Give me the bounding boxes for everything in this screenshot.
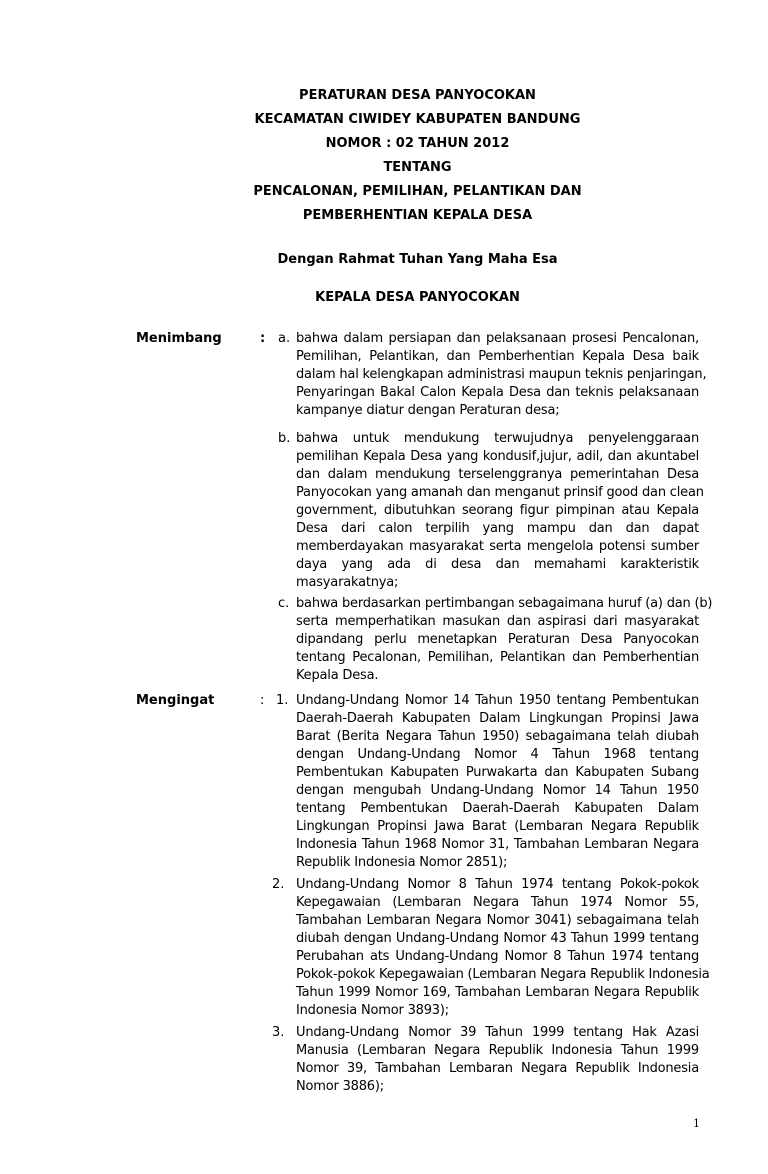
menimbang-label: Menimbang — [136, 331, 222, 346]
text-line: Nomor 3886); — [296, 1079, 384, 1094]
text-line: Daerah-Daerah Kabupaten Dalam Lingkungan Propinsi Jawa — [296, 711, 699, 726]
text-line: Perubahan ats Undang-Undang Nomor 8 Tahun 1974 tentang — [296, 949, 699, 964]
district-line: KECAMATAN CIWIDEY KABUPATEN BANDUNG — [254, 112, 581, 127]
consideration-c — [296, 595, 713, 685]
consideration-a — [296, 330, 707, 420]
item-marker-c: c. — [278, 596, 290, 611]
text-line: Tahun 1999 Nomor 169, Tambahan Lembaran Negara Republik — [296, 985, 699, 1000]
legal-basis-2 — [296, 876, 710, 1020]
text-line: memberdayakan masyarakat serta mengelola potensi sumber — [296, 539, 699, 554]
text-line: kampanye diatur dengan Peraturan desa; — [296, 403, 560, 418]
item-marker-3: 3. — [272, 1025, 285, 1040]
issuer: KEPALA DESA PANYOCOKAN — [315, 290, 520, 305]
page-number: 1 — [693, 1117, 700, 1130]
text-line: government, dibutuhkan seorang figur pimpinan atau Kepala — [296, 503, 699, 518]
legal-basis-1 — [296, 692, 699, 872]
subject-line-1: PENCALONAN, PEMILIHAN, PELANTIKAN DAN — [253, 184, 582, 199]
text-line: diubah dengan Undang-Undang Nomor 43 Tahun 1999 tentang — [296, 931, 699, 946]
text-line: Republik Indonesia Nomor 2851); — [296, 855, 508, 870]
text-line: dengan mengubah Undang-Undang Nomor 14 Tahun 1950 — [296, 783, 699, 798]
menimbang-colon: : — [260, 331, 266, 346]
text-line: Undang-Undang Nomor 39 Tahun 1999 tentang Hak Azasi — [296, 1025, 699, 1040]
item-marker-a: a. — [278, 331, 291, 346]
text-line: dalam hal kelengkapan administrasi maupun teknis penjaringan, — [296, 367, 707, 382]
item-marker-2: 2. — [272, 877, 285, 892]
text-line: Kepala Desa. — [296, 668, 379, 683]
text-line: Desa dari calon terpilih yang mampu dan dan dapat — [296, 521, 699, 536]
mengingat-colon: : — [260, 693, 265, 708]
text-line: dipandang perlu menetapkan Peraturan Desa Panyocokan — [296, 632, 699, 647]
text-line: serta memperhatikan masukan dan aspirasi dari masyarakat — [296, 614, 699, 629]
text-line: Kepegawaian (Lembaran Negara Tahun 1974 Nomor 55, — [296, 895, 699, 910]
text-line: Nomor 39, Tambahan Lembaran Negara Republik Indonesia — [296, 1061, 699, 1076]
invocation: Dengan Rahmat Tuhan Yang Maha Esa — [277, 252, 558, 267]
text-line: Tambahan Lembaran Negara Nomor 3041) sebagaimana telah — [296, 913, 699, 928]
regulation-title: PERATURAN DESA PANYOCOKAN — [299, 88, 536, 103]
text-line: tentang Pembentukan Daerah-Daerah Kabupaten Dalam — [296, 801, 699, 816]
text-line: bahwa dalam persiapan dan pelaksanaan prosesi Pencalonan, — [296, 331, 699, 346]
text-line: Pemilihan, Pelantikan, dan Pemberhentian Kepala Desa baik — [296, 349, 699, 364]
text-line: bahwa berdasarkan pertimbangan sebagaimana huruf (a) dan (b) — [296, 596, 713, 611]
text-line: Indonesia Tahun 1968 Nomor 31, Tambahan Lembaran Negara — [296, 837, 699, 852]
text-line: pemilihan Kepala Desa yang kondusif,jujur, adil, dan akuntabel — [296, 449, 699, 464]
text-line: Lingkungan Propinsi Jawa Barat (Lembaran Negara Republik — [296, 819, 699, 834]
legal-basis-3 — [296, 1024, 699, 1096]
text-line: dengan Undang-Undang Nomor 4 Tahun 1968 tentang — [296, 747, 699, 762]
text-line: daya yang ada di desa dan memahami karakteristik — [296, 557, 699, 572]
text-line: Undang-Undang Nomor 14 Tahun 1950 tentang Pembentukan — [296, 693, 699, 708]
regulation-number: NOMOR : 02 TAHUN 2012 — [325, 136, 510, 151]
subject-line-2: PEMBERHENTIAN KEPALA DESA — [302, 208, 533, 223]
text-line: Barat (Berita Negara Tahun 1950) sebagaimana telah diubah — [296, 729, 699, 744]
text-line: Panyocokan yang amanah dan menganut prinsif good dan clean — [296, 485, 704, 500]
text-line: Undang-Undang Nomor 8 Tahun 1974 tentang Pokok-pokok — [296, 877, 699, 892]
text-line: masyarakatnya; — [296, 575, 399, 590]
text-line: bahwa untuk mendukung terwujudnya penyelenggaraan — [296, 431, 699, 446]
about-line: TENTANG — [383, 160, 452, 175]
consideration-b — [296, 430, 704, 592]
text-line: Manusia (Lembaran Negara Republik Indonesia Tahun 1999 — [296, 1043, 699, 1058]
text-line: Indonesia Nomor 3893); — [296, 1003, 449, 1018]
text-line: dan dalam mendukung terselenggranya pemerintahan Desa — [296, 467, 699, 482]
text-line: Pokok-pokok Kepegawaian (Lembaran Negara Republik Indonesia — [296, 967, 710, 982]
mengingat-label: Mengingat — [136, 693, 215, 708]
text-line: Penyaringan Bakal Calon Kepala Desa dan teknis pelaksanaan — [296, 385, 699, 400]
item-marker-1: 1. — [276, 693, 289, 708]
text-line: Pembentukan Kabupaten Purwakarta dan Kabupaten Subang — [296, 765, 699, 780]
text-line: tentang Pecalonan, Pemilihan, Pelantikan dan Pemberhentian — [296, 650, 699, 665]
item-marker-b: b. — [278, 431, 291, 446]
